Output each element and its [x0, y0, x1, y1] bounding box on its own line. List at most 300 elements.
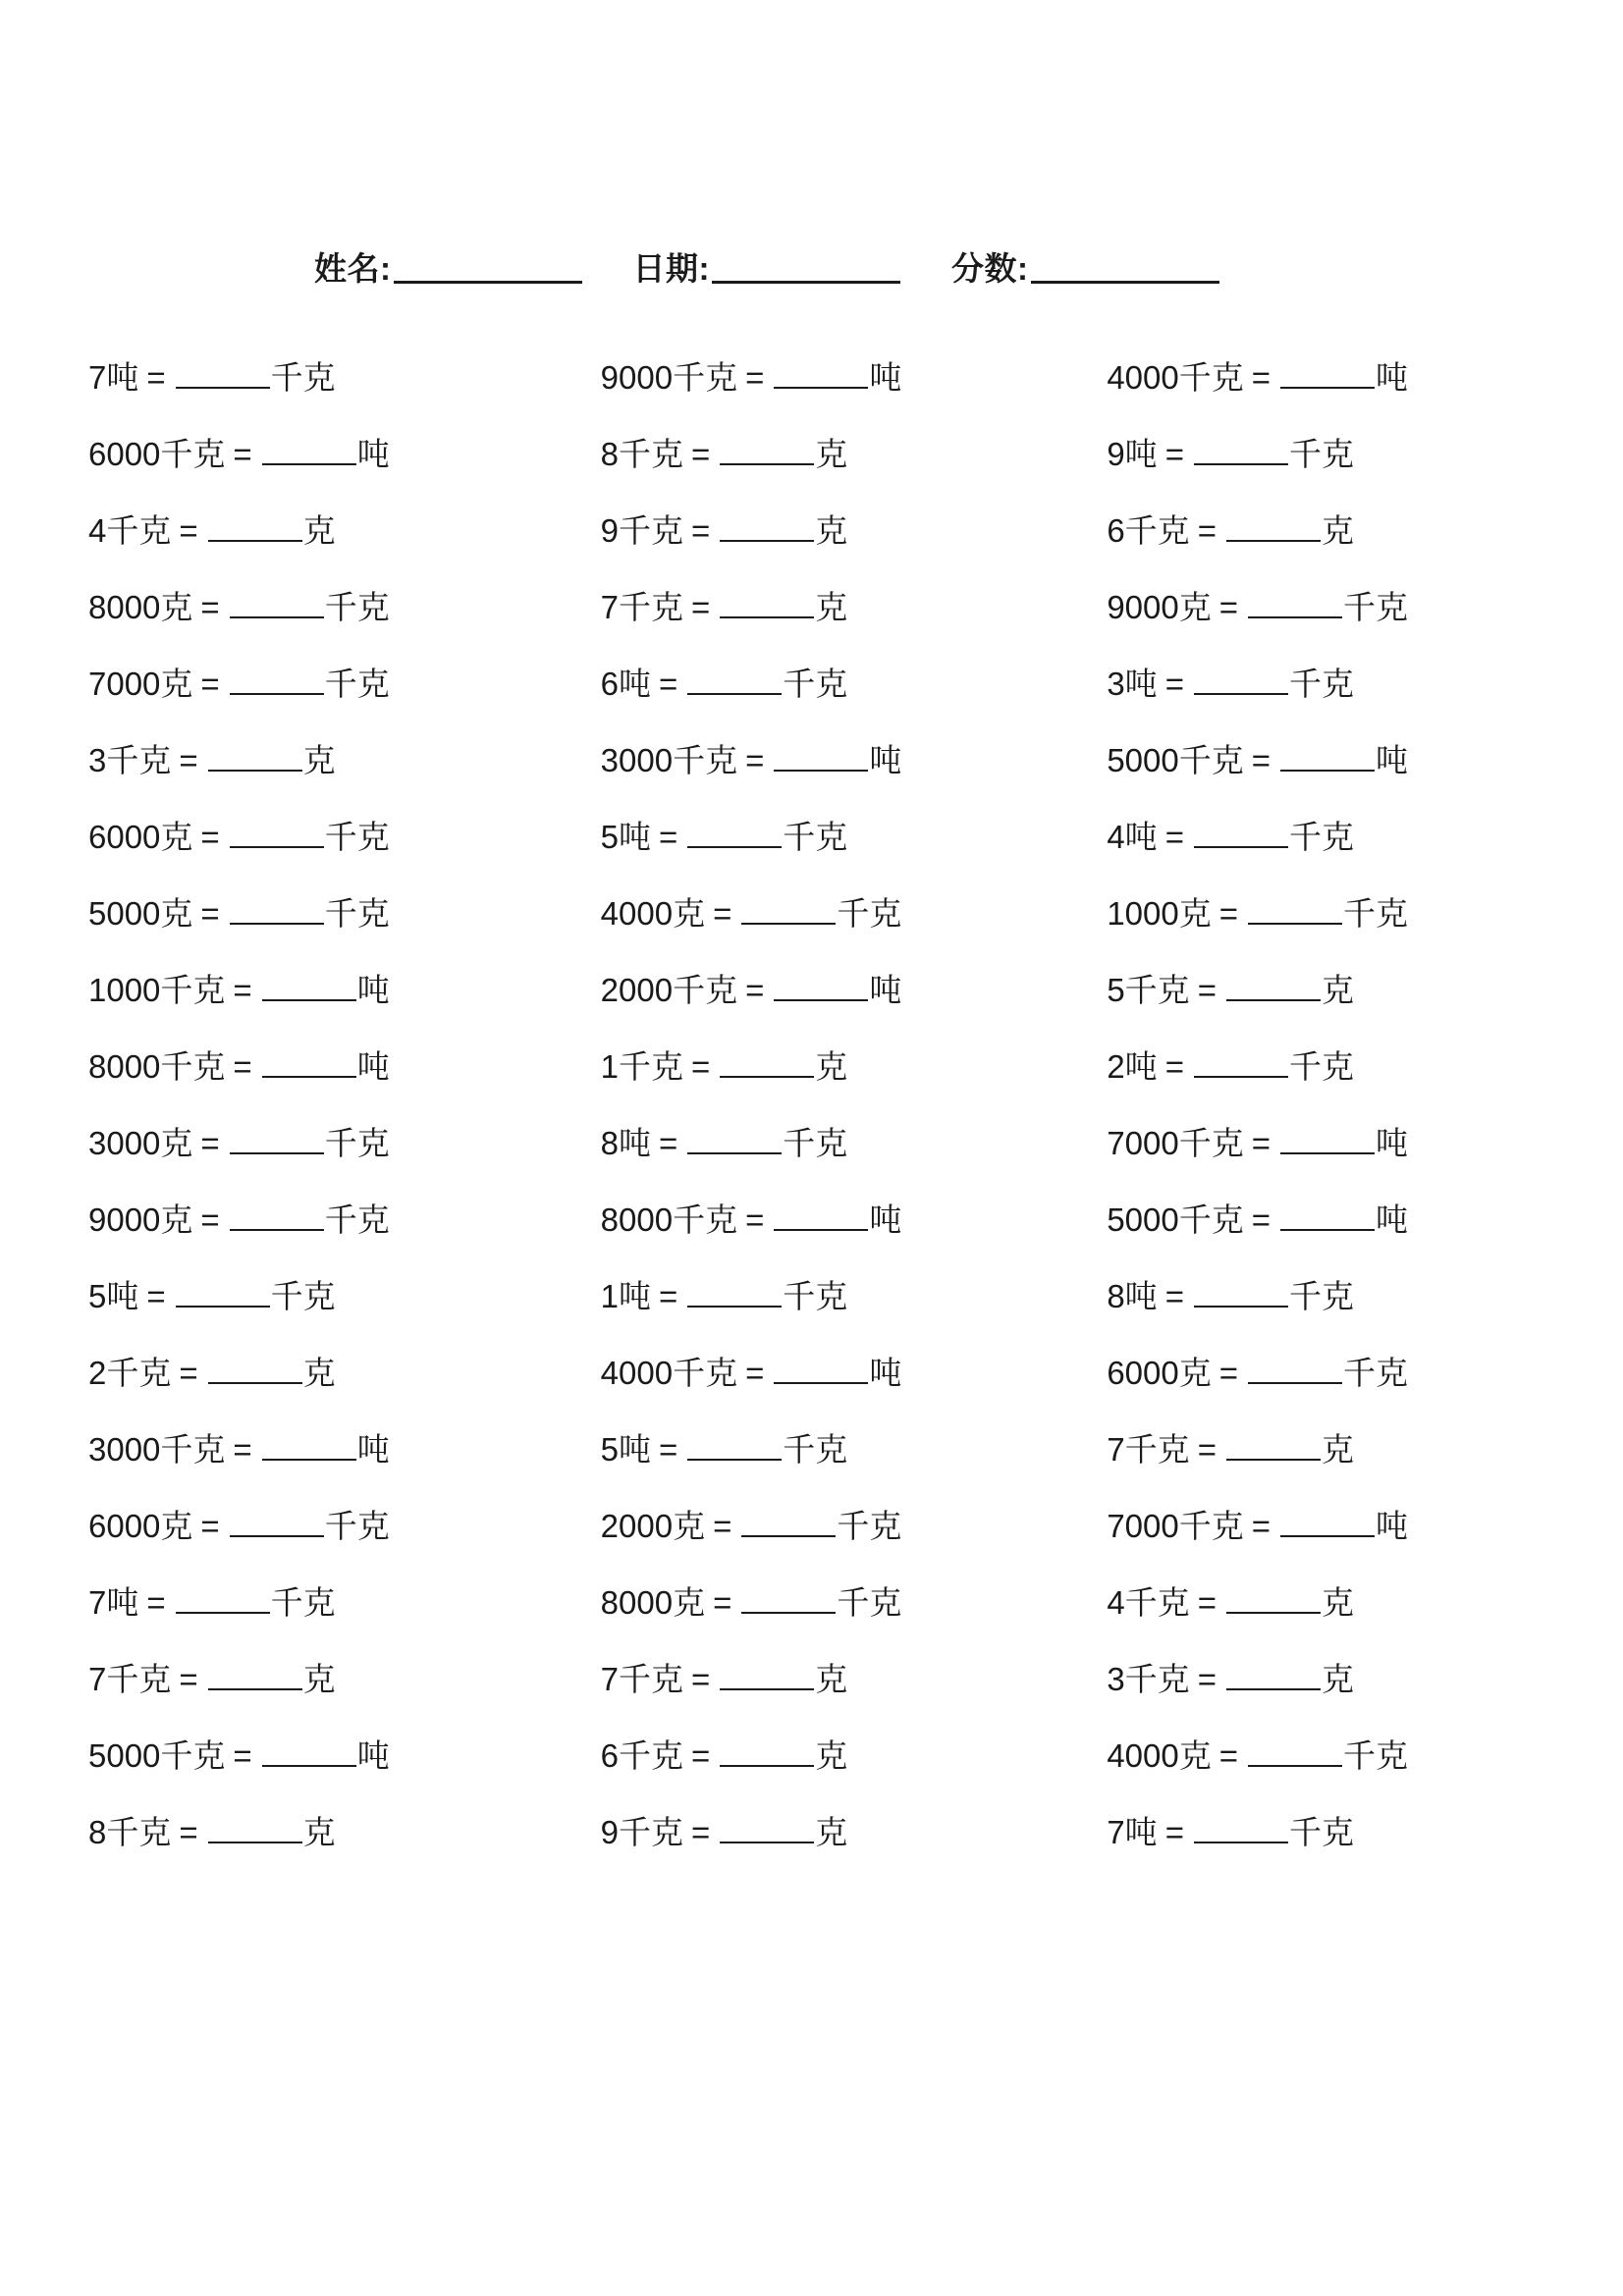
answer-blank[interactable]: [774, 965, 868, 1001]
equals-sign: =: [745, 1201, 765, 1238]
problem-operand: 9000千克: [600, 358, 738, 396]
conversion-problem: [88, 1271, 336, 1317]
problem-cell: [1085, 1715, 1584, 1791]
name-field[interactable]: [314, 243, 582, 290]
answer-blank[interactable]: [176, 1577, 270, 1614]
conversion-problem: [601, 1654, 848, 1700]
problem-cell: [1085, 1485, 1584, 1562]
problem-cell: [1085, 413, 1584, 490]
conversion-problem: [1107, 352, 1408, 399]
conversion-problem: [88, 1807, 336, 1853]
equals-sign: =: [200, 588, 220, 625]
answer-blank[interactable]: [230, 582, 324, 618]
answer-blank[interactable]: [1226, 1424, 1321, 1461]
conversion-problem: [1107, 1348, 1408, 1394]
equals-sign: =: [233, 1736, 252, 1774]
problem-operand: 9吨: [1107, 435, 1158, 472]
conversion-problem: [88, 735, 336, 781]
problem-operand: 2000千克: [600, 971, 738, 1008]
problem-unit: 吨: [1376, 741, 1409, 778]
conversion-problem: [601, 582, 848, 628]
equals-sign: =: [200, 665, 220, 702]
equals-sign: =: [1164, 818, 1184, 855]
conversion-problem: [601, 352, 902, 399]
problem-operand: 7千克: [600, 588, 684, 625]
problem-operand: 1千克: [600, 1047, 684, 1085]
answer-blank[interactable]: [262, 1731, 356, 1767]
date-label: 日期:: [632, 250, 710, 287]
equals-sign: =: [1164, 1813, 1184, 1850]
problem-operand: 6000克: [1107, 1354, 1212, 1391]
problem-cell: [587, 566, 1086, 643]
name-blank-rule[interactable]: [394, 280, 582, 284]
problem-unit: 克: [815, 1660, 848, 1697]
problem-cell: [587, 1638, 1086, 1715]
problem-operand: 6000千克: [88, 435, 226, 472]
conversion-problem: [601, 1271, 848, 1317]
problem-cell: [587, 1026, 1086, 1102]
answer-blank[interactable]: [208, 1807, 302, 1843]
problem-operand: 1000克: [1107, 894, 1212, 932]
conversion-problem: [88, 1118, 390, 1164]
equals-sign: =: [1197, 1660, 1217, 1697]
problem-operand: 8000千克: [88, 1047, 226, 1085]
answer-blank[interactable]: [687, 812, 782, 848]
answer-blank[interactable]: [262, 1041, 356, 1078]
problem-unit: 千克: [783, 1124, 848, 1161]
problem-unit: 克: [815, 588, 848, 625]
score-blank-rule[interactable]: [1031, 280, 1219, 284]
conversion-problem: [88, 582, 390, 628]
answer-blank[interactable]: [720, 1731, 814, 1767]
answer-blank[interactable]: [208, 506, 302, 542]
problem-unit: 千克: [324, 1507, 390, 1544]
problem-cell: [587, 337, 1086, 413]
conversion-problem: [1107, 659, 1354, 705]
problem-operand: 6千克: [1107, 511, 1190, 549]
answer-blank[interactable]: [1194, 1807, 1288, 1843]
equals-sign: =: [200, 818, 220, 855]
equals-sign: =: [745, 741, 765, 778]
conversion-problem: [88, 352, 336, 399]
equals-sign: =: [1251, 1201, 1271, 1238]
problem-operand: 8000千克: [600, 1201, 738, 1238]
problem-operand: 9千克: [600, 1813, 684, 1850]
conversion-problem: [1107, 1731, 1408, 1777]
equals-sign: =: [691, 511, 711, 549]
problem-cell: [587, 1791, 1086, 1868]
problem-operand: 1000千克: [88, 971, 226, 1008]
equals-sign: =: [1164, 665, 1184, 702]
problem-operand: 2000克: [600, 1507, 706, 1544]
problem-unit: 千克: [837, 1507, 902, 1544]
answer-blank[interactable]: [1226, 506, 1321, 542]
conversion-problem: [1107, 1424, 1354, 1470]
problem-cell: [587, 1179, 1086, 1255]
problem-unit: 千克: [270, 1583, 336, 1621]
answer-blank[interactable]: [208, 1654, 302, 1690]
answer-blank[interactable]: [741, 888, 836, 925]
problem-cell: [88, 1638, 587, 1715]
problem-unit: 克: [815, 1047, 848, 1085]
problem-cell: [587, 1409, 1086, 1485]
problem-unit: 千克: [324, 1124, 390, 1161]
equals-sign: =: [233, 1047, 252, 1085]
problem-cell: [88, 1332, 587, 1409]
problem-operand: 3000千克: [600, 741, 738, 778]
conversion-problem: [88, 1501, 390, 1547]
problem-cell: [1085, 490, 1584, 566]
answer-blank[interactable]: [1194, 429, 1288, 465]
conversion-problem: [601, 735, 902, 781]
answer-blank[interactable]: [741, 1501, 836, 1537]
problem-unit: 克: [815, 435, 848, 472]
answer-blank[interactable]: [1280, 735, 1375, 772]
conversion-problem: [88, 1654, 336, 1700]
answer-blank[interactable]: [1194, 812, 1288, 848]
problem-unit: 克: [302, 741, 336, 778]
answer-blank[interactable]: [1226, 1577, 1321, 1614]
equals-sign: =: [1164, 1047, 1184, 1085]
conversion-problem: [88, 1348, 336, 1394]
problem-cell: [88, 1715, 587, 1791]
conversion-problem: [1107, 888, 1408, 934]
problem-unit: 吨: [869, 971, 902, 1008]
answer-blank[interactable]: [774, 735, 868, 772]
equals-sign: =: [691, 435, 711, 472]
conversion-problem: [1107, 1654, 1354, 1700]
problem-cell: [1085, 949, 1584, 1026]
answer-blank[interactable]: [230, 812, 324, 848]
equals-sign: =: [1218, 1354, 1239, 1391]
problem-grid: [0, 337, 1623, 1868]
equals-sign: =: [713, 894, 732, 932]
answer-blank[interactable]: [774, 1195, 868, 1231]
equals-sign: =: [745, 971, 765, 1008]
conversion-problem: [601, 429, 848, 475]
problem-unit: 吨: [869, 1354, 902, 1391]
problem-operand: 4千克: [1107, 1583, 1190, 1621]
problem-unit: 克: [815, 1813, 848, 1850]
answer-blank[interactable]: [687, 1424, 782, 1461]
equals-sign: =: [1197, 971, 1217, 1008]
problem-cell: [1085, 1791, 1584, 1868]
equals-sign: =: [200, 1124, 220, 1161]
problem-operand: 6000克: [88, 1507, 193, 1544]
answer-blank[interactable]: [720, 582, 814, 618]
equals-sign: =: [659, 1124, 678, 1161]
answer-blank[interactable]: [208, 1348, 302, 1384]
problem-operand: 7千克: [600, 1660, 684, 1697]
answer-blank[interactable]: [1280, 1501, 1375, 1537]
problem-unit: 千克: [1288, 435, 1354, 472]
problem-cell: [587, 490, 1086, 566]
answer-blank[interactable]: [720, 1654, 814, 1690]
problem-operand: 5000千克: [88, 1736, 226, 1774]
problem-operand: 7000千克: [1107, 1507, 1244, 1544]
problem-cell: [1085, 1638, 1584, 1715]
answer-blank[interactable]: [741, 1577, 836, 1614]
equals-sign: =: [691, 1813, 711, 1850]
problem-operand: 3000克: [88, 1124, 193, 1161]
problem-unit: 千克: [324, 818, 390, 855]
equals-sign: =: [1164, 435, 1184, 472]
conversion-problem: [88, 1424, 390, 1470]
answer-blank[interactable]: [230, 1501, 324, 1537]
problem-operand: 4000克: [600, 894, 706, 932]
equals-sign: =: [691, 588, 711, 625]
answer-blank[interactable]: [687, 1118, 782, 1154]
problem-cell: [88, 413, 587, 490]
equals-sign: =: [1251, 1124, 1271, 1161]
problem-unit: 克: [1321, 1430, 1354, 1468]
conversion-problem: [601, 1577, 902, 1624]
answer-blank[interactable]: [720, 1807, 814, 1843]
conversion-problem: [1107, 1041, 1354, 1088]
problem-unit: 千克: [1343, 1354, 1409, 1391]
equals-sign: =: [745, 1354, 765, 1391]
problem-operand: 7吨: [88, 358, 139, 396]
conversion-problem: [88, 1041, 390, 1088]
problem-cell: [587, 873, 1086, 949]
conversion-problem: [1107, 1271, 1354, 1317]
answer-blank[interactable]: [1194, 1041, 1288, 1078]
equals-sign: =: [1197, 1583, 1217, 1621]
answer-blank[interactable]: [1248, 1731, 1342, 1767]
answer-blank[interactable]: [230, 888, 324, 925]
conversion-problem: [1107, 582, 1408, 628]
problem-cell: [587, 1255, 1086, 1332]
problem-cell: [1085, 1409, 1584, 1485]
problem-operand: 8千克: [600, 435, 684, 472]
answer-blank[interactable]: [774, 352, 868, 389]
equals-sign: =: [200, 1507, 220, 1544]
equals-sign: =: [691, 1736, 711, 1774]
problem-operand: 7000千克: [1107, 1124, 1244, 1161]
conversion-problem: [88, 1731, 390, 1777]
problem-unit: 吨: [356, 1047, 390, 1085]
problem-unit: 千克: [270, 1277, 336, 1314]
equals-sign: =: [659, 1277, 678, 1314]
problem-operand: 5000千克: [1107, 1201, 1244, 1238]
problem-operand: 4千克: [88, 511, 172, 549]
equals-sign: =: [1251, 741, 1271, 778]
problem-unit: 克: [302, 1813, 336, 1850]
problem-unit: 吨: [1376, 1507, 1409, 1544]
date-blank-rule[interactable]: [712, 280, 900, 284]
conversion-problem: [601, 1041, 848, 1088]
conversion-problem: [1107, 735, 1408, 781]
equals-sign: =: [1197, 1430, 1217, 1468]
answer-blank[interactable]: [774, 1348, 868, 1384]
problem-operand: 7吨: [88, 1583, 139, 1621]
problem-cell: [1085, 1102, 1584, 1179]
equals-sign: =: [179, 1813, 198, 1850]
problem-unit: 吨: [1376, 358, 1409, 396]
problem-unit: 千克: [1288, 818, 1354, 855]
equals-sign: =: [1197, 511, 1217, 549]
problem-cell: [88, 1791, 587, 1868]
equals-sign: =: [233, 1430, 252, 1468]
equals-sign: =: [745, 358, 765, 396]
answer-blank[interactable]: [208, 735, 302, 772]
problem-cell: [88, 1409, 587, 1485]
problem-unit: 克: [1321, 511, 1354, 549]
problem-cell: [88, 1026, 587, 1102]
name-label: 姓名:: [314, 250, 392, 287]
problem-operand: 8000克: [88, 588, 193, 625]
conversion-problem: [1107, 1577, 1354, 1624]
problem-unit: 千克: [783, 665, 848, 702]
conversion-problem: [601, 965, 902, 1011]
answer-blank[interactable]: [687, 1271, 782, 1308]
conversion-problem: [88, 1195, 390, 1241]
problem-unit: 吨: [1376, 1124, 1409, 1161]
problem-unit: 吨: [356, 435, 390, 472]
conversion-problem: [1107, 1118, 1408, 1164]
problem-unit: 克: [815, 1736, 848, 1774]
problem-unit: 千克: [837, 894, 902, 932]
conversion-problem: [601, 1195, 902, 1241]
problem-unit: 千克: [1343, 588, 1409, 625]
problem-operand: 2吨: [1107, 1047, 1158, 1085]
answer-blank[interactable]: [1248, 1348, 1342, 1384]
problem-cell: [1085, 1332, 1584, 1409]
conversion-problem: [88, 429, 390, 475]
answer-blank[interactable]: [1248, 888, 1342, 925]
problem-unit: 千克: [270, 358, 336, 396]
problem-unit: 克: [302, 511, 336, 549]
problem-operand: 3吨: [1107, 665, 1158, 702]
equals-sign: =: [146, 1277, 166, 1314]
problem-cell: [587, 796, 1086, 873]
answer-blank[interactable]: [1226, 965, 1321, 1001]
answer-blank[interactable]: [230, 659, 324, 695]
problem-unit: 千克: [1288, 1047, 1354, 1085]
conversion-problem: [601, 1731, 848, 1777]
problem-operand: 5吨: [600, 1430, 652, 1468]
problem-operand: 5000克: [88, 894, 193, 932]
answer-blank[interactable]: [1280, 1195, 1375, 1231]
score-field[interactable]: [951, 243, 1219, 290]
problem-unit: 克: [1321, 1660, 1354, 1697]
equals-sign: =: [233, 971, 252, 1008]
answer-blank[interactable]: [262, 429, 356, 465]
problem-cell: [587, 1485, 1086, 1562]
conversion-problem: [601, 1424, 848, 1470]
problem-unit: 千克: [837, 1583, 902, 1621]
problem-cell: [88, 796, 587, 873]
equals-sign: =: [659, 1430, 678, 1468]
answer-blank[interactable]: [230, 1195, 324, 1231]
problem-unit: 吨: [356, 1430, 390, 1468]
answer-blank[interactable]: [1280, 1118, 1375, 1154]
equals-sign: =: [1251, 358, 1271, 396]
answer-blank[interactable]: [230, 1118, 324, 1154]
answer-blank[interactable]: [1226, 1654, 1321, 1690]
answer-blank[interactable]: [1280, 352, 1375, 389]
conversion-problem: [601, 812, 848, 858]
conversion-problem: [1107, 429, 1354, 475]
conversion-problem: [601, 506, 848, 552]
answer-blank[interactable]: [1194, 1271, 1288, 1308]
problem-unit: 千克: [1288, 665, 1354, 702]
problem-operand: 3千克: [1107, 1660, 1190, 1697]
problem-cell: [587, 413, 1086, 490]
problem-unit: 千克: [324, 894, 390, 932]
problem-cell: [1085, 796, 1584, 873]
answer-blank[interactable]: [687, 659, 782, 695]
equals-sign: =: [1218, 588, 1239, 625]
answer-blank[interactable]: [176, 1271, 270, 1308]
problem-unit: 千克: [783, 1430, 848, 1468]
equals-sign: =: [146, 1583, 166, 1621]
conversion-problem: [601, 888, 902, 934]
problem-cell: [88, 337, 587, 413]
problem-cell: [1085, 720, 1584, 796]
problem-unit: 千克: [324, 665, 390, 702]
equals-sign: =: [179, 741, 198, 778]
equals-sign: =: [659, 665, 678, 702]
conversion-problem: [88, 506, 336, 552]
problem-unit: 吨: [356, 1736, 390, 1774]
problem-operand: 7千克: [88, 1660, 172, 1697]
equals-sign: =: [179, 1354, 198, 1391]
conversion-problem: [88, 812, 390, 858]
conversion-problem: [1107, 1501, 1408, 1547]
date-field[interactable]: [633, 243, 901, 290]
answer-blank[interactable]: [262, 965, 356, 1001]
conversion-problem: [1107, 1195, 1408, 1241]
answer-blank[interactable]: [720, 429, 814, 465]
problem-operand: 8000克: [600, 1583, 706, 1621]
problem-cell: [88, 949, 587, 1026]
conversion-problem: [601, 1348, 902, 1394]
answer-blank[interactable]: [1194, 659, 1288, 695]
problem-operand: 1吨: [600, 1277, 652, 1314]
problem-cell: [88, 643, 587, 720]
problem-unit: 千克: [1288, 1277, 1354, 1314]
conversion-problem: [1107, 506, 1354, 552]
problem-unit: 千克: [1288, 1813, 1354, 1850]
equals-sign: =: [146, 358, 166, 396]
problem-operand: 9000克: [1107, 588, 1212, 625]
answer-blank[interactable]: [1248, 582, 1342, 618]
problem-operand: 5千克: [1107, 971, 1190, 1008]
answer-blank[interactable]: [262, 1424, 356, 1461]
answer-blank[interactable]: [720, 1041, 814, 1078]
problem-unit: 吨: [1376, 1201, 1409, 1238]
conversion-problem: [88, 659, 390, 705]
answer-blank[interactable]: [176, 352, 270, 389]
problem-operand: 8吨: [1107, 1277, 1158, 1314]
equals-sign: =: [1218, 894, 1239, 932]
equals-sign: =: [233, 435, 252, 472]
problem-unit: 吨: [869, 1201, 902, 1238]
score-label: 分数:: [951, 250, 1029, 287]
problem-cell: [1085, 1179, 1584, 1255]
conversion-problem: [601, 659, 848, 705]
problem-unit: 千克: [324, 1201, 390, 1238]
equals-sign: =: [200, 894, 220, 932]
problem-cell: [587, 720, 1086, 796]
problem-unit: 千克: [783, 1277, 848, 1314]
problem-cell: [587, 1102, 1086, 1179]
problem-unit: 吨: [869, 358, 902, 396]
answer-blank[interactable]: [720, 506, 814, 542]
conversion-problem: [1107, 1807, 1354, 1853]
problem-operand: 3千克: [88, 741, 172, 778]
